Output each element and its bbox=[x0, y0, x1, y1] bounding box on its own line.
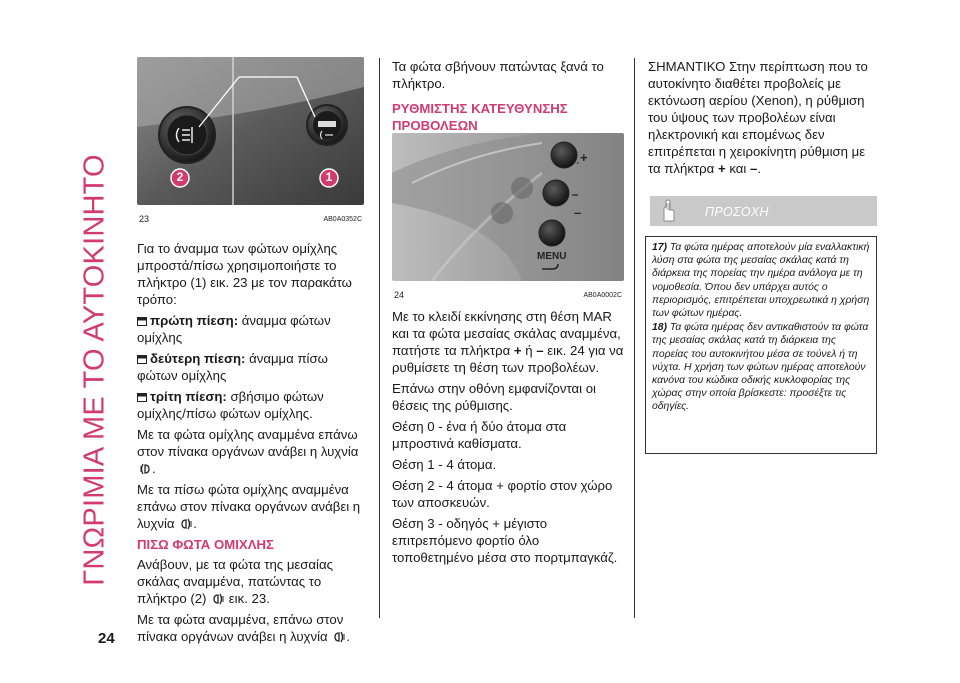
figure-number: 24 bbox=[394, 290, 405, 300]
paragraph: Θέση 2 - 4 άτομα + φορτίο στον χώρο των αποσκευών. bbox=[392, 478, 613, 510]
list-item-label: πρώτη πίεση: bbox=[150, 313, 239, 328]
warning-hand-icon bbox=[658, 199, 680, 223]
note-text: Τα φώτα ημέρας δεν αντικαθιστούν τα φώτα της μεσαίας σκάλας κατά τη διάρκεια της πορείας του αυτοκινήτου μέσα σε τούνελ ή τη νύχτα. Η χρήση των φώτων ημέρας αποτελούν κανόνα του κώδικα οδικής κυκλοφορίας της χώρας στην οποία βρίσκεστε: προσέξτε τις οδηγίες. bbox=[652, 322, 869, 413]
paragraph bbox=[392, 308, 624, 376]
column-2 bbox=[392, 58, 624, 137]
checkbox-icon bbox=[137, 393, 147, 402]
plus-key: + bbox=[717, 161, 726, 176]
paragraph-text: Με τα πίσω φώτα ομίχλης αναμμένα επάνω στον πίνακα οργάνων ανάβει η λυχνία bbox=[137, 482, 361, 531]
paragraph-text: και bbox=[725, 161, 750, 176]
paragraph: Θέση 0 - ένα ή δύο άτομα στα μπροστινά καθίσματα. bbox=[392, 419, 567, 451]
note-17 bbox=[652, 241, 870, 320]
plus-label: + bbox=[580, 150, 588, 165]
paragraph-end: εικ. 23. bbox=[225, 591, 270, 606]
paragraph: Θέση 3 - οδηγός + μέγιστο επιτρεπόμενο φορτίο όλο τοποθετημένο μέσα στο πορτμπαγκάζ. bbox=[392, 516, 618, 565]
paragraph-text: ή bbox=[521, 343, 537, 358]
column-divider bbox=[634, 58, 635, 618]
rear-fog-lamp-icon bbox=[333, 631, 346, 643]
paragraph-end: . bbox=[346, 629, 350, 644]
column-2-body bbox=[392, 308, 624, 570]
rear-fog-lamp-icon bbox=[180, 518, 193, 530]
section-sidebar bbox=[70, 40, 120, 640]
paragraph bbox=[137, 426, 369, 477]
paragraph-text: Ανάβουν, με τα φώτα της μεσαίας σκάλας αναμμένα, πατώντας το πλήκτρο (2) bbox=[137, 557, 333, 606]
warning-title: ΠΡΟΣΟΧΗ bbox=[705, 205, 769, 219]
checkbox-icon bbox=[137, 317, 147, 326]
rear-fog-lamp-icon bbox=[212, 593, 225, 605]
section-heading: ΠΙΣΩ ΦΩΤΑ ΟΜΙΧΛΗΣ bbox=[137, 537, 274, 552]
list-item-text: σβήσιμο φώτων ομίχλης/πίσω φώτων ομίχλης. bbox=[137, 389, 324, 421]
intro-paragraph: Τα φώτα σβήνουν πατώντας ξανά το πλήκτρο. bbox=[392, 59, 604, 91]
list-item-label: δεύτερη πίεση: bbox=[150, 351, 246, 366]
figure-24 bbox=[392, 133, 624, 303]
paragraph bbox=[137, 556, 369, 607]
front-fog-lamp-icon bbox=[139, 463, 152, 475]
paragraph-end: . bbox=[757, 161, 761, 176]
minus-key: – bbox=[536, 343, 544, 358]
list-item bbox=[137, 350, 369, 384]
column-3 bbox=[648, 58, 878, 181]
paragraph bbox=[137, 611, 369, 645]
list-item-text: άναμμα φώτων ομίχλης bbox=[137, 313, 331, 345]
warning-notes bbox=[645, 236, 877, 454]
paragraph-text: Με τα φώτα ομίχλης αναμμένα επάνω στον πίνακα οργάνων ανάβει η λυχνία bbox=[137, 427, 359, 459]
list-item bbox=[137, 388, 369, 422]
minus-key: – bbox=[749, 161, 758, 176]
list-item-text: άναμμα πίσω φώτων ομίχλης bbox=[137, 351, 328, 383]
minus-label: – bbox=[574, 205, 582, 220]
paragraph-text: εικ. 24 για να ρυθμίσετε τη θέση των προβολέων. bbox=[392, 343, 624, 375]
paragraph bbox=[137, 481, 369, 532]
paragraph-text: ΣΗΜΑΝΤΙΚΟ Στην περίπτωση που το αυτοκίνητο διαθέτει προβολείς με εκτόνωση αερίου (Xenon), η ρύθμιση του ύψους των προβολέων είναι ηλεκτρονική και επομένως δεν επιτρέπεται η χειροκίνητη ρύθμιση με τα πλήκτρα bbox=[648, 59, 868, 176]
figure-24-photo bbox=[392, 133, 624, 281]
figure-number: 23 bbox=[139, 214, 150, 224]
note-text: Τα φώτα ημέρας αποτελούν μία εναλλακτική λύση στα φώτα της μεσαίας σκάλας κατά τη διάρκεια της πορείας την ημέρα ανάλογα με τη νομοθεσία. Όπου δεν υπάρχει αυτός ο περιορισμός, επιτρέπεται υποχρεωτικά η χρήση των φώτων ημέρας. bbox=[652, 242, 870, 320]
page-number: 24 bbox=[98, 630, 115, 647]
callout-1: 1 bbox=[325, 170, 333, 184]
paragraph: Επάνω στην οθόνη εμφανίζονται οι θέσεις της ρύθμισης. bbox=[392, 381, 596, 413]
paragraph-text: Με τα φώτα αναμμένα, επάνω στον πίνακα οργάνων ανάβει η λυχνία bbox=[137, 612, 344, 644]
callout-2: 2 bbox=[176, 170, 184, 184]
column-divider bbox=[379, 58, 380, 618]
paragraph-text: Με το κλειδί εκκίνησης στη θέση MAR και τα φώτα μεσαίας σκάλας αναμμένα, πατήστε τα πλήκτρα bbox=[392, 309, 621, 358]
note-18 bbox=[652, 321, 870, 413]
section-heading: ΡΥΘΜΙΣΤΗΣ ΚΑΤΕΥΘΥΝΣΗΣ ΠΡΟΒΟΛΕΩΝ bbox=[392, 101, 568, 133]
paragraph-end: . bbox=[193, 516, 197, 531]
checkbox-icon bbox=[137, 355, 147, 364]
list-item bbox=[137, 312, 369, 346]
note-number: 17) bbox=[652, 242, 668, 253]
intro-paragraph: Για το άναμμα των φώτων ομίχλης μπροστά/πίσω χρησιμοποιήστε το πλήκτρο (1) εικ. 23 με τον παρακάτω τρόπο: bbox=[137, 241, 352, 307]
section-title: ΓΝΩΡΙΜΙΑ ΜΕ ΤΟ ΑΥΤΟΚΙΝΗΤΟ bbox=[78, 154, 111, 586]
column-1 bbox=[137, 240, 369, 649]
menu-label: MENU bbox=[537, 251, 567, 262]
paragraph bbox=[648, 58, 878, 177]
plus-key: + bbox=[513, 343, 522, 358]
paragraph-end: . bbox=[152, 461, 156, 476]
list-item-label: τρίτη πίεση: bbox=[150, 389, 227, 404]
figure-23 bbox=[137, 57, 364, 222]
note-number: 18) bbox=[652, 322, 668, 334]
figure-code: AB0A0002C bbox=[583, 292, 622, 299]
figure-code: AB0A0352C bbox=[323, 216, 362, 223]
paragraph: Θέση 1 - 4 άτομα. bbox=[392, 457, 497, 472]
